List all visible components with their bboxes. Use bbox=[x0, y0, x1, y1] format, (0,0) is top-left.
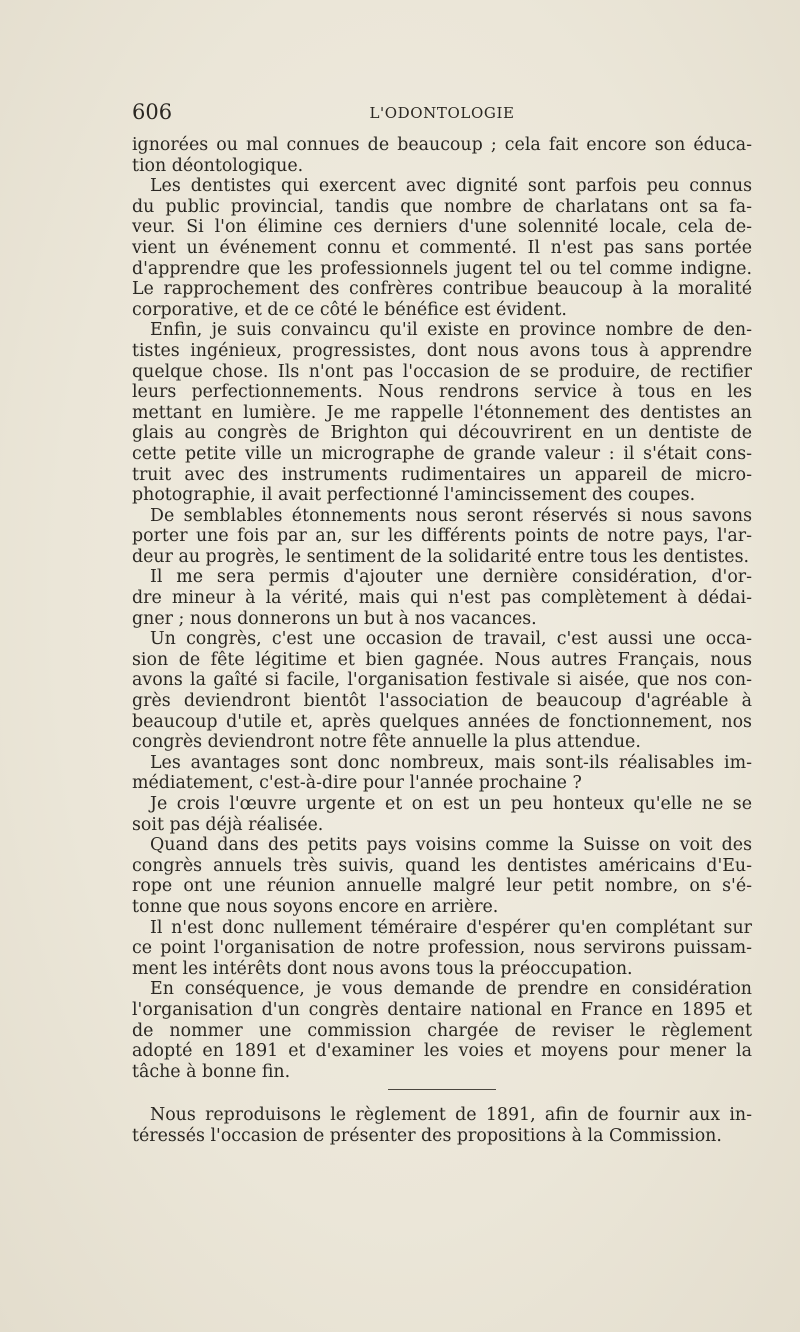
page-number: 606 bbox=[132, 100, 173, 124]
text-line: tistes ingénieux, progressistes, dont nous avons tous à apprendre bbox=[132, 340, 752, 361]
text-line: Un congrès, c'est une occasion de travail, c'est aussi une occa- bbox=[150, 629, 752, 650]
text-line: ce point l'organisation de notre profession, nous servirons puissam- bbox=[132, 938, 752, 959]
text-line: vient un événement connu et commenté. Il n'est pas sans portée bbox=[132, 237, 752, 258]
text-line: congrès deviendront notre fête annuelle la plus attendue. bbox=[132, 732, 641, 753]
separator-rule bbox=[388, 1089, 496, 1090]
text-line: porter une fois par an, sur les différents points de notre pays, l'ar- bbox=[132, 526, 752, 547]
text-line: photographie, il avait perfectionné l'amincissement des coupes. bbox=[132, 485, 696, 506]
text-line: congrès annuels très suivis, quand les dentistes américains d'Eu- bbox=[132, 855, 752, 876]
text-line: médiatement, c'est-à-dire pour l'année prochaine ? bbox=[132, 773, 582, 794]
text-line: En conséquence, je vous demande de prendre en considération bbox=[150, 979, 752, 1000]
text-line: de nommer une commission chargée de reviser le règlement bbox=[132, 1020, 752, 1041]
text-line: sion de fête légitime et bien gagnée. Nous autres Français, nous bbox=[132, 649, 752, 670]
running-head: L'ODONTOLOGIE bbox=[369, 104, 515, 122]
text-line: Il me sera permis d'ajouter une dernière considération, d'or- bbox=[150, 567, 752, 588]
text-line: soit pas déjà réalisée. bbox=[132, 814, 324, 835]
text-line: corporative, et de ce côté le bénéfice est évident. bbox=[132, 299, 567, 320]
main-paragraphs bbox=[132, 135, 752, 1082]
text-line: dre mineur à la vérité, mais qui n'est pas complètement à dédai- bbox=[132, 588, 752, 609]
text-line: ignorées ou mal connues de beaucoup ; cela fait encore son éduca- bbox=[132, 135, 752, 155]
text-line: beaucoup d'utile et, après quelques années de fonctionnement, nos bbox=[132, 711, 752, 732]
text-line: Le rapprochement des confrères contribue beaucoup à la moralité bbox=[132, 279, 752, 300]
text-line: glais au congrès de Brighton qui découvrirent en un dentiste de bbox=[132, 423, 752, 444]
text-line: Les avantages sont donc nombreux, mais sont-ils réalisables im- bbox=[150, 752, 752, 773]
text-line: cette petite ville un micrographe de grande valeur : il s'était cons- bbox=[132, 443, 752, 464]
text-line: tonne que nous soyons encore en arrière. bbox=[132, 896, 499, 917]
closing-note bbox=[132, 1105, 752, 1146]
text-line: gner ; nous donnerons un but à nos vacances. bbox=[132, 608, 537, 629]
text-line: mettant en lumière. Je me rappelle l'étonnement des dentistes an bbox=[132, 402, 752, 423]
text-line: d'apprendre que les professionnels jugent tel ou tel comme indigne. bbox=[132, 258, 752, 279]
text-line: Enfin, je suis convaincu qu'il existe en province nombre de den- bbox=[150, 320, 752, 341]
text-line: leurs perfectionnements. Nous rendrons service à tous en les bbox=[132, 382, 752, 403]
text-line: tâche à bonne fin. bbox=[132, 1061, 291, 1082]
text-line: l'organisation d'un congrès dentaire national en France en 1895 et bbox=[132, 999, 752, 1020]
text-line: du public provincial, tandis que nombre de charlatans ont sa fa- bbox=[132, 196, 752, 217]
text-line: deur au progrès, le sentiment de la solidarité entre tous les dentistes. bbox=[132, 546, 750, 567]
text-line: tion déontologique. bbox=[132, 155, 304, 176]
text-line: adopté en 1891 et d'examiner les voies et moyens pour mener la bbox=[132, 1041, 752, 1062]
text-line: Il n'est donc nullement téméraire d'espérer qu'en complétant sur bbox=[150, 917, 752, 938]
text-line: Nous reproduisons le règlement de 1891, afin de fournir aux in- bbox=[150, 1105, 752, 1126]
text-line: téressés l'occasion de présenter des propositions à la Commission. bbox=[132, 1125, 722, 1146]
text-line: truit avec des instruments rudimentaires un appareil de micro- bbox=[132, 464, 752, 485]
text-line: rope ont une réunion annuelle malgré leur petit nombre, on s'é- bbox=[132, 876, 752, 897]
text-line: grès deviendront bientôt l'association de beaucoup d'agréable à bbox=[132, 691, 752, 712]
body-text bbox=[132, 135, 752, 1147]
text-line: quelque chose. Ils n'ont pas l'occasion de se produire, de rectifier bbox=[132, 361, 752, 382]
text-line: De semblables étonnements nous seront réservés si nous savons bbox=[150, 505, 752, 526]
text-line: Je crois l'œuvre urgente et on est un peu honteux qu'elle ne se bbox=[150, 794, 752, 814]
text-line: ment les intérêts dont nous avons tous la préoccupation. bbox=[132, 958, 633, 979]
text-line: avons la gaîté si facile, l'organisation festivale si aisée, que nos con- bbox=[132, 670, 752, 691]
text-line: Les dentistes qui exercent avec dignité sont parfois peu connus bbox=[150, 176, 752, 197]
text-line: Quand dans des petits pays voisins comme la Suisse on voit des bbox=[150, 835, 752, 856]
text-line: veur. Si l'on élimine ces derniers d'une solennité locale, cela de- bbox=[132, 217, 752, 238]
page-header bbox=[132, 100, 752, 126]
